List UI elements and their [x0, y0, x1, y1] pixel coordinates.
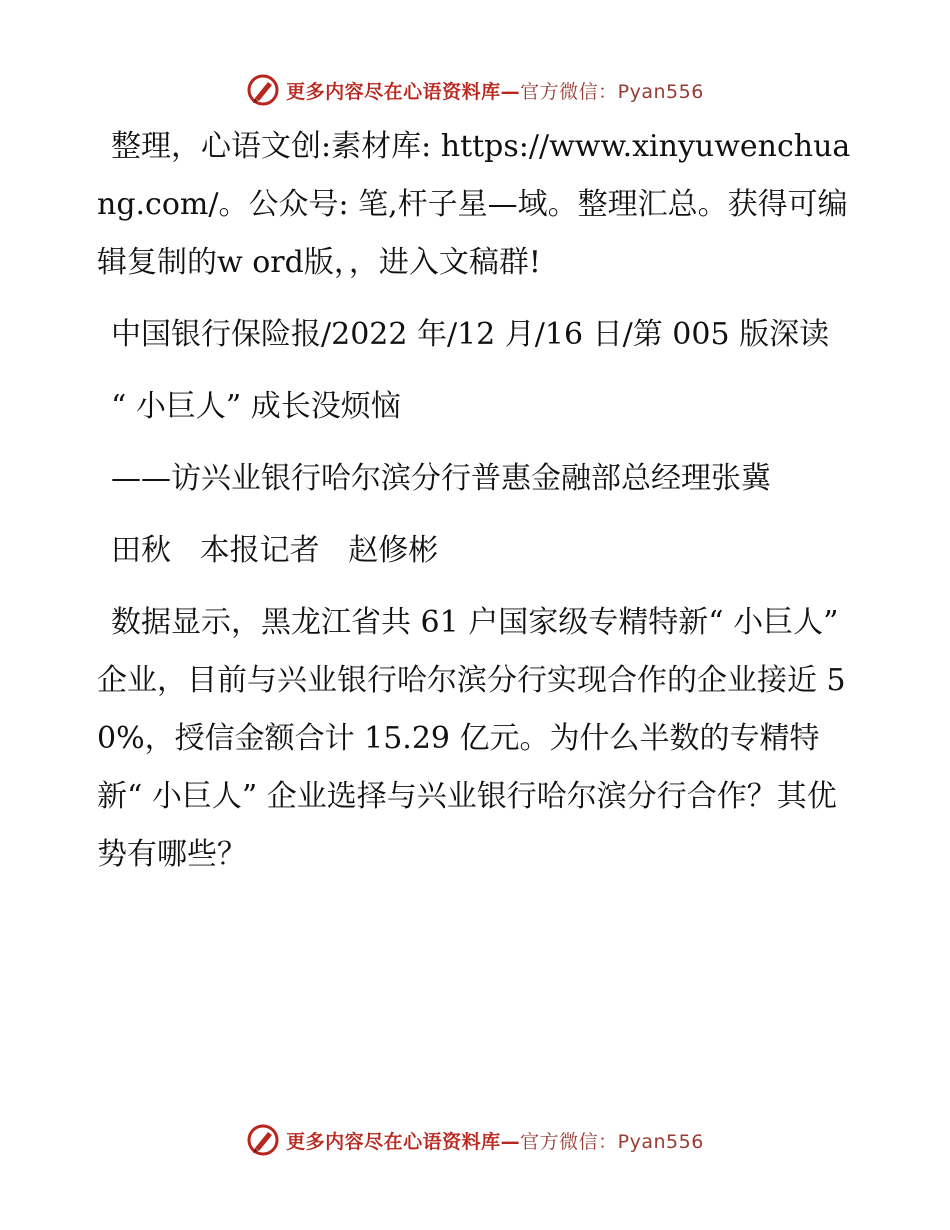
footer-watermark — [0, 1118, 950, 1162]
pen-logo-icon — [246, 1123, 280, 1157]
intro-paragraph: 整理，心语文创:素材库: https://www.xinyuwenchuang.com/。公众号: 笔,杆子星—域。整理汇总。获得可编辑复制的w ord版，，进入文稿群! — [97, 129, 851, 280]
article-title: “ 小巨人” 成长没烦恼 — [111, 389, 401, 424]
header-watermark — [0, 68, 950, 112]
byline: 田秋 本报记者 赵修彬 — [111, 533, 439, 568]
body-paragraph: 数据显示，黑龙江省共 61 户国家级专精特新“ 小巨人” 企业，目前与兴业银行哈尔滨分行实现合作的企业接近 50%，授信金额合计 15.29 亿元。为什么半数的专精特新“ 小巨人” 企业选择与兴业银行哈尔滨分行合作？其优势有哪些？ — [97, 605, 846, 872]
watermark-group — [246, 73, 704, 107]
article-subtitle: ——访兴业银行哈尔滨分行普惠金融部总经理张冀 — [111, 461, 771, 496]
watermark-text: 更多内容尽在心语资料库—官方微信：Pyan556 — [286, 1130, 704, 1153]
source-line: 中国银行保险报/2022 年/12 月/16 日/第 005 版深读 — [111, 317, 830, 352]
watermark-text: 更多内容尽在心语资料库—官方微信：Pyan556 — [286, 80, 704, 103]
pen-logo-icon — [246, 73, 280, 107]
document-body — [97, 118, 857, 898]
watermark-group — [246, 1123, 704, 1157]
